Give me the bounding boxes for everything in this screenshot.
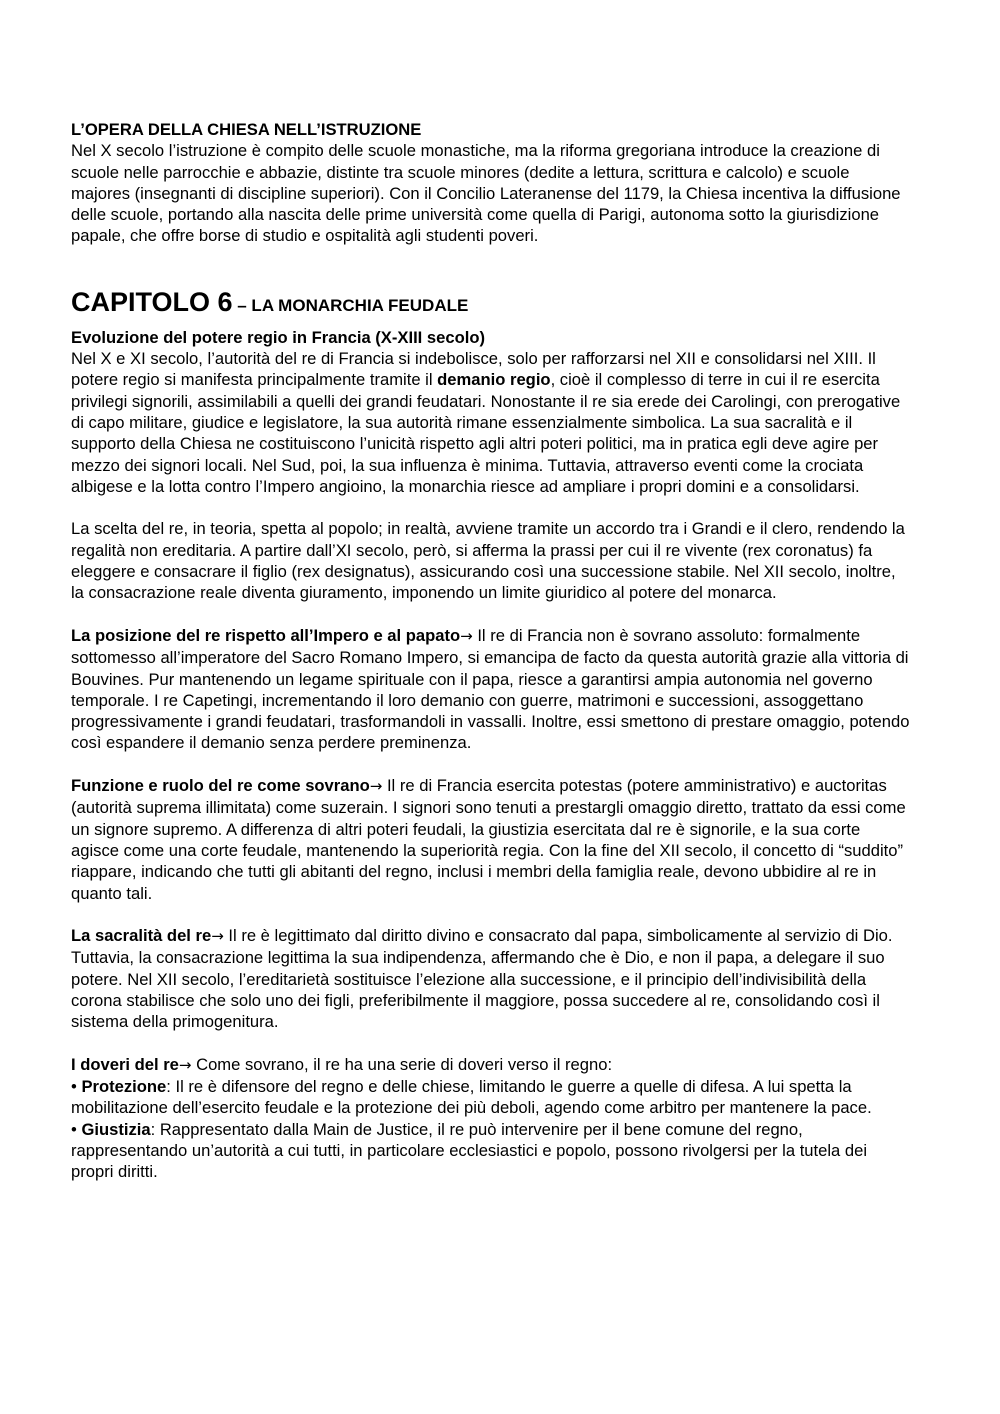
sacrality-body: Il re è legittimato dal diritto divino e consacrato dal papa, simbolicamente al servizio di Dio. Tuttavia, la consacrazione legittima la sua indipendenza, affermando che è Dio, e non il papa, a delegare il suo potere. Nel XII secolo, l’ereditarietà sostituisce l’elezione alla successione, e il principio dell’indivisibilità della corona stabilisce che solo uno dei figli, preferibilmente il maggiore, possa succedere al re, consolidando così il sistema della primogenitura. — [71, 926, 893, 1032]
chapter-subtitle: – LA MONARCHIA FEUDALE — [232, 295, 469, 315]
paragraph-position — [71, 625, 911, 754]
paragraph-education: Nel X secolo l’istruzione è compito delle scuole monastiche, ma la riforma gregoriana introduce la creazione di scuole nelle parrocchie e abbazie, distinte tra scuole minores (dedite a lettura, scrittura e calcolo) e scuole majores (insegnanti di discipline superiori). Con il Concilio Lateranense del 1179, la Chiesa incentiva la diffusione delle scuole, portando alla nascita delle prime università come quella di Parigi, autonoma sotto la giurisdizione papale, che offre borse di studio e ospitalità agli studenti poveri. — [71, 141, 901, 246]
section-evolution — [71, 327, 911, 604]
right-arrow-icon: → — [178, 1055, 192, 1074]
position-body: Il re di Francia non è sovrano assoluto: formalmente sottomesso all’imperatore del Sacro Romano Impero, si emancipa de facto da questa autorità grazie alla vittoria di Bouvines. Pur mantenendo un legame spirituale con il papa, riesce a garantirsi ampia autonomia nel governo temporale. I re Capetingi, incrementando il loro demanio con guerre, matrimoni e successioni, assoggettano progressivamente i grandi feudatari, trasformandoli in vassalli. Inoltre, essi smettono di prestare omaggio, potendo così espandere il demanio senza perdere preminenza. — [71, 625, 910, 753]
duty-label-giustizia: Giustizia — [81, 1119, 151, 1139]
duty-label-protezione: Protezione — [81, 1077, 167, 1097]
demanio-regio-term: demanio regio — [437, 370, 551, 390]
duties-title: I doveri del re — [71, 1054, 179, 1074]
paragraph-sacrality — [71, 925, 911, 1032]
evolution-text-end: , cioè il complesso di terre in cui il re esercita privilegi signorili, assimilabili a quelli dei grandi feudatari. Nonostante il re sia erede dei Carolingi, con prerogative di capo militare, giudice e legislatore, la sua autorità rimane essenzialmente simbolica. La sua sacralità e il supporto della Chiesa ne costituiscono l’unicità rispetto agli altri poteri politici, ma in pratica egli deve agire per mezzo dei signori locali. Nel Sud, poi, la sua influenza è minima. Tuttavia, attraverso eventi come la crociata albigese e la lotta contro l’Impero angioino, la monarchia riesce ad ampliare i propri domini e a consolidarsi. — [71, 370, 901, 496]
spacer — [71, 1033, 911, 1054]
chapter-number: CAPITOLO 6 — [71, 286, 233, 317]
spacer — [71, 754, 911, 775]
section-duties — [71, 1054, 911, 1183]
right-arrow-icon: → — [369, 777, 383, 796]
right-arrow-icon: → — [460, 626, 473, 645]
sacrality-title: La sacralità del re — [71, 926, 212, 946]
duty-text-giustizia: : Rappresentato dalla Main de Justice, il re può intervenire per il bene comune del regno, rappresentando un’autorità a cui tutti, in particolare ecclesiastici e popolo, possono rivolgersi per la tutela dei propri diritti. — [71, 1119, 868, 1182]
position-title: La posizione del re rispetto all’Impero e al papato — [71, 625, 461, 645]
right-arrow-icon: → — [211, 927, 224, 946]
spacer — [71, 497, 911, 518]
duty-text-protezione: : Il re è difensore del regno e delle chiese, limitando le guerre a quelle di difesa. A lui spetta la mobilitazione dell’esercito feudale e la protezione dei più deboli, agendo come arbitro per mantenere la pace. — [71, 1077, 872, 1118]
section-title-evolution: Evoluzione del potere regio in Francia (X-XIII secolo) — [71, 327, 486, 347]
chapter-heading — [71, 287, 911, 321]
document-page — [71, 119, 911, 1183]
paragraph-evolution-2: La scelta del re, in teoria, spetta al popolo; in realtà, avviene tramite un accordo tra i Grandi e il clero, rendendo la regalità non ereditaria. A partire dall’XI secolo, però, si afferma la prassi per cui il re vivente (rex coronatus) fa eleggere e consacrare il figlio (rex designatus), assicurando così una successione stabile. Nel XII secolo, inoltre, la consacrazione reale diventa giuramento, imponendo un limite giuridico al potere del monarca. — [71, 519, 905, 603]
list-item-giustizia — [71, 1119, 911, 1183]
section-title-education: L’OPERA DELLA CHIESA NELL’ISTRUZIONE — [71, 120, 422, 139]
paragraph-evolution-1 — [71, 348, 911, 497]
duties-intro-line — [71, 1054, 911, 1076]
bullet-icon: • — [71, 1119, 77, 1139]
list-item-protezione — [71, 1076, 911, 1119]
section-education — [71, 119, 911, 247]
duties-intro: Come sovrano, il re ha una serie di doveri verso il regno: — [191, 1054, 613, 1074]
bullet-icon: • — [71, 1077, 77, 1097]
evolution-text-start: Nel X e XI secolo, l’autorità del re di Francia si indebolisce, solo per rafforzarsi nel XII e consolidarsi nel XIII. Il potere regio si manifesta principalmente tramite il — [71, 349, 876, 390]
spacer — [71, 904, 911, 925]
spacer — [71, 604, 911, 625]
paragraph-function — [71, 775, 911, 904]
function-body: Il re di Francia esercita potestas (potere amministrativo) e auctoritas (autorità suprema illimitata) come suzerain. I signori sono tenuti a prestargli omaggio diretto, trattato da essi come un signore supremo. A differenza di altri poteri feudali, la giustizia esercitata dal re è signorile, e la sua corte agisce come una corte feudale, mantenendo la superiorità regia. Con la fine del XII secolo, il concetto di “suddito” riappare, indicando che tutti gli abitanti del regno, inclusi i membri della famiglia reale, devono ubbidire al re in quanto tali. — [71, 776, 906, 903]
function-title: Funzione e ruolo del re come sovrano — [71, 776, 370, 796]
